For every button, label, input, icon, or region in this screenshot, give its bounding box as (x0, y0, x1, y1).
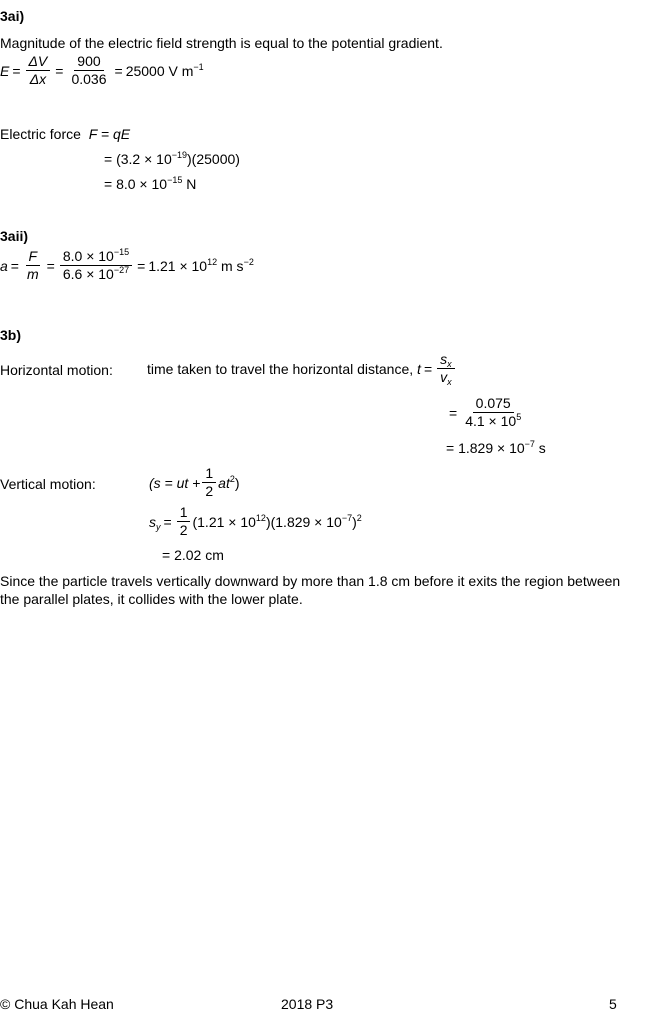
force-line-3: = $8.0 \times 10^{-15}$ N (104, 175, 197, 192)
fraction-dv-dx: $\frac{\Delta V}{\Delta x}$ (26, 54, 51, 88)
fraction-sx-vx: $\frac{s_x}{v_x}$ (437, 352, 455, 386)
suvat-equation: (s = ut + $\frac{1}{2}$ $at^2$) (149, 465, 240, 500)
sy-result: = 2.02 cm (162, 547, 224, 563)
var-e: E (0, 62, 10, 79)
fraction-half: $\frac{1}{2}$ (202, 466, 216, 500)
vertical-motion-label: Vertical motion: (0, 476, 96, 492)
footer-author: © Chua Kah Hean (0, 996, 114, 1012)
footer-paper: 2018 P3 (281, 996, 334, 1012)
conclusion-line-1: Since the particle travels vertically downward by more than 1.8 cm before it exits the region between (0, 573, 621, 589)
sy-equation: $s_y$ = $\frac{1}{2}$ $(1.21 \times 10^{12})(1.829 \times 10^{-7})^2$ (149, 504, 362, 539)
heading-3b: 3b) (0, 327, 21, 343)
equation-acceleration: a = $\frac{F}{m}$ = $\frac{8.0 \times 10^{-15}}{6.6 \times 10^{-27}}$ = $1.21 \times 10^{12}$ m $s^{-2}$ (0, 247, 254, 283)
horizontal-time-line: time taken to travel the horizontal distance, t = $\frac{s_x}{v_x}$ (147, 352, 457, 386)
time-fraction-line: = $\frac{0.075}{4.1 \times 10^5}$ (446, 396, 526, 430)
fraction-half-sy: $\frac{1}{2}$ (177, 505, 191, 539)
conclusion-line-2: the parallel plates, it collides with the lower plate. (0, 591, 303, 607)
fraction-0075-41e5: $\frac{0.075}{4.1 \times 10^5}$ (465, 395, 522, 430)
heading-3aii: 3aii) (0, 228, 29, 244)
e-field-result: 25000 V $m^{-1}$ (125, 61, 204, 79)
fraction-f-m: $\frac{F}{m}$ (26, 248, 39, 283)
electric-force-label: Electric force F = qE (0, 126, 131, 142)
intro-3ai: Magnitude of the electric field strength is equal to the potential gradient. (0, 35, 443, 51)
footer-page-number: 5 (609, 996, 617, 1012)
time-result: = $1.829 \times 10^{-7}$ s (446, 439, 546, 456)
fraction-900-0036: $\frac{900}{0.036}$ (71, 53, 107, 88)
force-line-2: = $(3.2 \times 10^{-19})(25000)$ (104, 150, 240, 167)
horizontal-motion-label: Horizontal motion: (0, 362, 113, 378)
fraction-force-mass: $\frac{8.0 \times 10^{-15}}{6.6 \times 10^{-27}}$ (60, 249, 132, 283)
acceleration-result: $1.21 \times 10^{12}$ m $s^{-2}$ (148, 256, 254, 274)
heading-3ai: 3ai) (0, 8, 25, 24)
equation-e-field: E = $\frac{\Delta V}{\Delta x}$ = $\frac{900}{0.036}$ = 25000 V $m^{-1}$ (0, 53, 204, 88)
